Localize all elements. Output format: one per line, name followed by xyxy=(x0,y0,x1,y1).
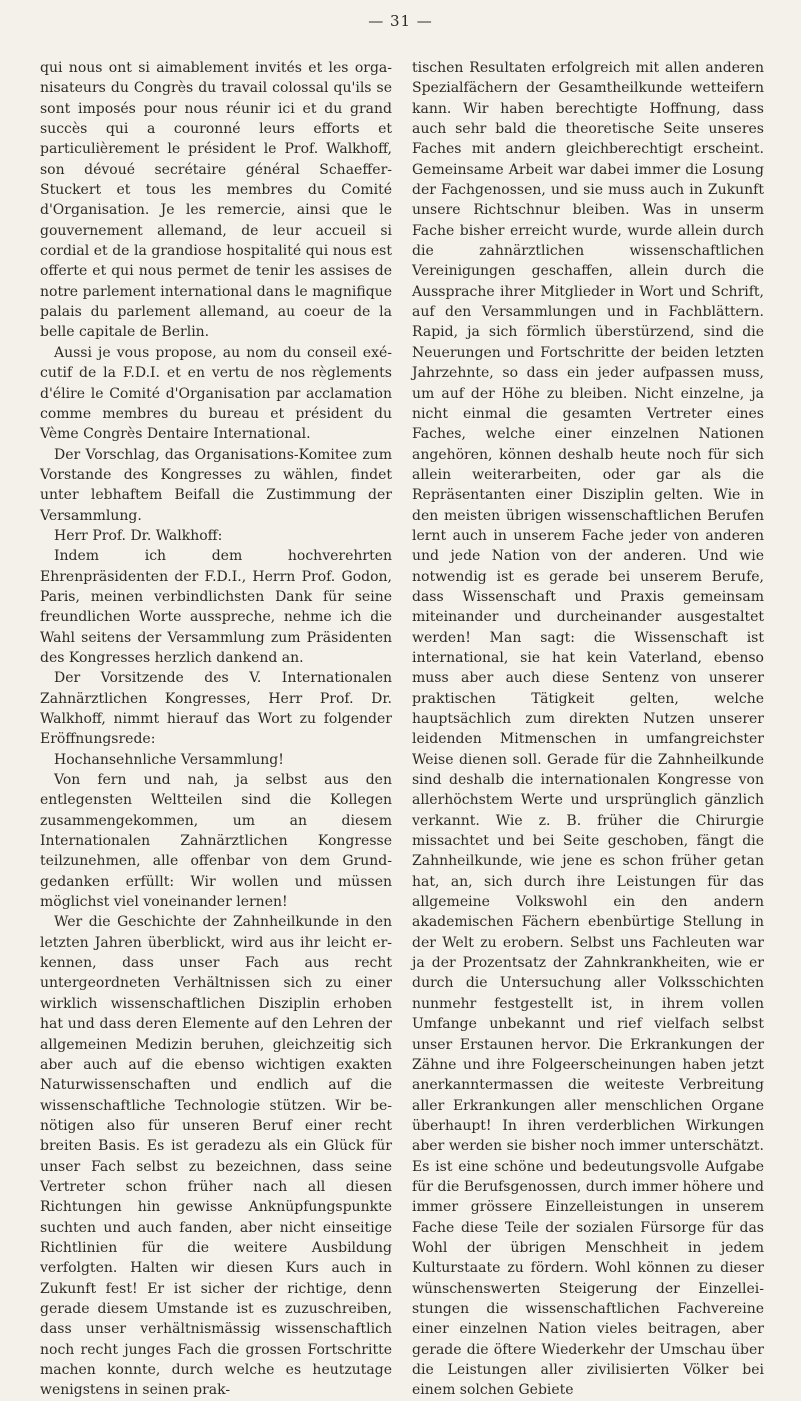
paragraph: Der Vorsitzende des V. Internationalen Zahnärztlichen Kongresses, Herr Prof. Dr. Walkhoff, nimmt hierauf das Wort zu folgender Eröffnungsrede: xyxy=(40,670,392,748)
paragraph: Aussi je vous propose, au nom du conseil exécutif de la F.D.I. et en vertu de nos règlements d'élire le Comité d'Organisation par acclamation comme membres du bureau et président du Vème Congrès Dentaire International. xyxy=(40,344,392,443)
paragraph: Hochansehnliche Versammlung! xyxy=(54,751,284,768)
paragraph: tischen Resultaten erfolgreich mit allen anderen Spezialfächern der Gesamtheilkunde wetteifern kann. Wir haben berechtigte Hoffnung, dass auch sehr bald die theoretische Seite unseres Faches mit andern gleichberechtigt erscheint. Gemeinsame Arbeit war dabei immer die Losung der Fachgenossen, und sie muss auch in Zukunft unsere Richtschnur bleiben. Was in unserm Fache bisher erreicht wurde, wurde allein durch die zahnärztlichen wissenschaftlichen Vereinigungen geschaffen, allein durch die Aussprache ihrer Mitglieder in Wort und Schrift, auf den Versammlungen und in Fachblättern. Rapid, ja sich förmlich überstürzend, sind die Neuerungen und Fortschritte der beiden letzten Jahrzehnte, so dass ein jeder aufpassen muss, um auf der Höhe zu bleiben. Nicht einzelne, ja nicht einmal die gesamten Vertreter eines Faches, welche einer einzelnen Nationen angehören, können deshalb heute noch für sich allein weiterarbeiten, oder gar als die Repräsentanten einer Disziplin gelten. Wie in den meisten übrigen wissenschaftlichen Berufen lernt auch in unserem Fache jeder von anderen und jede Nation von der anderen. Und wie notwendig ist es gerade bei unserem Berufe, dass Wissenschaft und Praxis gemeinsam miteinander und durcheinander ausgestaltet werden! Man sagt: die Wissenschaft ist international, sie hat kein Vaterland, ebenso muss aber auch diese Sentenz von unserer praktischen Tätigkeit gelten, welche hauptsächlich zum direkten Nutzen unserer leidenden Mitmenschen in umfangreichster Weise dienen soll. Gerade für die Zahnheilkunde sind deshalb die internationalen Kongresse von allerhöchstem Werte und ursprünglich gänzlich verkannt. Wie z. B. früher die Chirurgie missachtet und bei Seite geschoben, fängt die Zahnheilkunde, wie jene es schon früher getan hat, an, sich durch ihre Leistungen für das allgemeine Volkswohl ein den andern akademischen Fächern ebenbürtige Stellung in der Welt zu erobern. Selbst uns Fachleuten war ja der Prozentsatz der Zahnkrankheiten, wie er durch die Untersuchung aller Volksschichten nunmehr festgestellt ist, in ihrem vollen Umfange unbekannt und rief vielfach selbst unser Erstaunen hervor. Die Erkrankungen der Zähne und ihre Folgeerscheinungen haben jetzt anerkanntermassen die weiteste Verbreitung aller Erkrankungen aller menschlichen Organe überhaupt! In ihren verderblichen Wirkungen aber werden sie bisher noch immer unterschätzt. Es ist eine schöne und bedeutungsvolle Aufgabe für die Berufsgenossen, durch immer höhere und immer grössere Einzelleistungen in unserem Fache diese Teile der sozialen Fürsorge für das Wohl der übrigen Menschheit in jedem Kulturstaate zu fördern. Wohl können zu dieser wünschenswerten Steigerung der Einzelleistungen die wissenschaftlichen Fachvereine einer einzelnen Nation vieles beitragen, aber gerade die öftere Wiederkehr der Umschau über die Leistungen aller zivilisierten Völker bei einem solchen Gebiete xyxy=(412,60,764,1399)
paragraph: Indem ich dem hochverehrten Ehrenpräsidenten der F.D.I., Herrn Prof. Godon, Paris, meinen verbindlichsten Dank für seine freundlichen Worte ausspreche, nehme ich die Wahl seitens der Versammlung zum Präsidenten des Kongresses herzlich dankend an. xyxy=(40,548,392,666)
paragraph: Wer die Geschichte der Zahnheilkunde in den letzten Jahren überblickt, wird aus ihr leicht erkennen, dass unser Fach aus recht untergeordneten Verhältnissen sich zu einer wirklich wissenschaftlichen Disziplin erhoben hat und dass deren Elemente auf den Lehren der allgemeinen Medizin beruhen, gleichzeitig sich aber auch auf die ebenso wichtigen exakten Naturwissenschaften und endlich auf die wissenschaftliche Technologie stützen. Wir benötigen also für unseren Beruf einer recht breiten Basis. Es ist geradezu als ein Glück für unser Fach selbst zu bezeichnen, dass seine Vertreter schon früher nach all diesen Richtungen hin gewisse Anknüpfungspunkte suchten und auch fanden, aber nicht einseitige Richtlinien für die weitere Ausbildung verfolgten. Halten wir diesen Kurs auch in Zukunft fest! Er ist sicher der richtige, denn gerade diesem Umstande ist es zuzuschreiben, dass unser verhältnismässig wissenschaftlich noch recht junges Fach die grossen Fortschritte machen konnte, durch welche es heutzutage wenigstens in seinen prak- xyxy=(40,914,392,1399)
right-column xyxy=(412,58,764,1401)
paragraph: Von fern und nah, ja selbst aus den entlegensten Weltteilen sind die Kollegen zusammengekommen, um an diesem Internationalen Zahnärztlichen Kongresse teilzunehmen, alle offenbar von dem Grundgedanken erfüllt: Wir wollen und müssen möglichst viel voneinander lernen! xyxy=(40,772,392,911)
paragraph: Der Vorschlag, das Organisations-Komitee zum Vorstande des Kongresses zu wählen, findet unter lebhaftem Beifall die Zustimmung der Versammlung. xyxy=(40,446,392,524)
paragraph: qui nous ont si aimablement invités et les organisateurs du Congrès du travail colossal qu'ils se sont imposés pour nous réunir ici et du grand succès qui a couronné leurs efforts et particulièrement le président le Prof. Walkhoff, son dévoué secrétaire général Schaeffer-Stuckert et tous les membres du Comité d'Organisation. Je les remercie, ainsi que le gouvernement allemand, de leur accueil si cordial et de la grandiose hospitalité qui nous est offerte et qui nous permet de tenir les assises de notre parlement international dans le magnifique palais du parlement allemand, au coeur de la belle capitale de Berlin. xyxy=(40,60,392,341)
paragraph: Herr Prof. Dr. Walkhoff: xyxy=(54,527,223,544)
page-number: — 31 — xyxy=(368,12,433,30)
left-column xyxy=(40,58,392,1401)
